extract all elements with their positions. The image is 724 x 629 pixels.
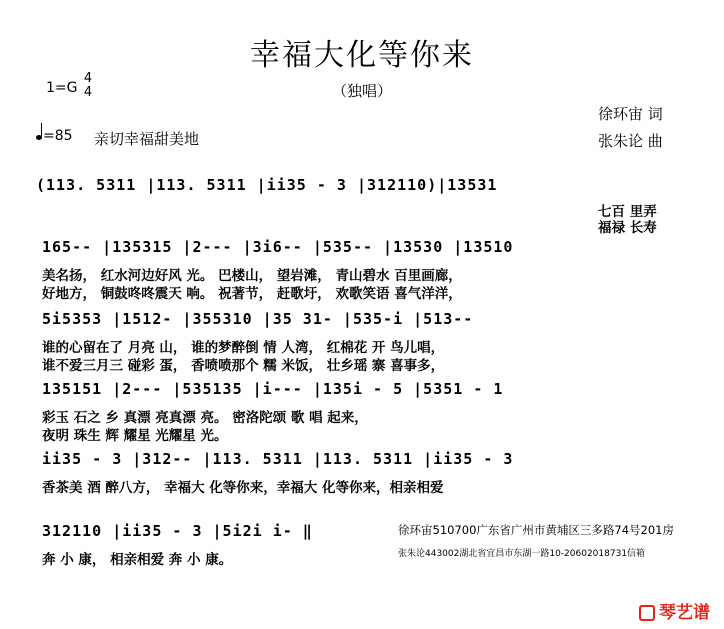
subtitle: （独唱） [331, 82, 392, 100]
staff-row-6: 312110 |ii35 - 3 |5i2i i- ‖ [42, 522, 313, 540]
footnote-composer-address: 张朱论443002湖北省宜昌市东湖一路10-20602018731信箱 [398, 549, 646, 559]
time-signature-top: 4 [83, 71, 93, 86]
lyrics-row-4-verse-1: 彩玉 石之 乡 真漂 亮真漂 亮。 密洛陀颂 歌 唱 起来， [42, 410, 368, 426]
logo-text: 琴艺谱 [659, 603, 710, 623]
staff-row-1: (113. 5311 |113. 5311 |ii35 - 3 |312110)|13531 [36, 176, 498, 194]
lyricist-credit: 徐环宙 词 [598, 105, 663, 123]
lyrics-row-3-verse-1: 谁的心留在了 月亮 山， 谁的梦醉倒 情 人湾， 红棉花 开 鸟儿唱， [42, 340, 445, 356]
staff-row-4: 135151 |2--- |535135 |i--- |135i - 5 |5351 - 1 [42, 380, 504, 398]
footnote-lyricist-address: 徐环宙510700广东省广州市黄埔区三多路74号201房 [398, 523, 674, 537]
time-signature-bottom: 4 [83, 85, 93, 100]
lyrics-row-2-verse-2: 好地方， 铜鼓咚咚震天 响。 祝著节， 赶歌圩， 欢歌笑语 喜气洋洋， [42, 286, 462, 302]
site-logo [639, 598, 710, 623]
lyrics-row-5-verse-1: 香茶美 酒 醉八方， 幸福大 化等你来，幸福大 化等你来，相亲相爱 [42, 480, 444, 496]
lyrics-row-3-verse-2: 谁不爱三月三 碰彩 蛋， 香喷喷那个 糯 米饭， 壮乡瑶 寨 喜事多， [42, 358, 445, 374]
lyrics-row-1-verse-2: 福禄 长寿 [598, 220, 657, 236]
lyrics-row-1-verse-1: 七百 里弄 [598, 204, 657, 220]
qin-logo-icon [639, 605, 655, 621]
expression-mark: 亲切幸福甜美地 [94, 130, 200, 148]
tempo-value: =85 [43, 128, 73, 144]
composer-credit: 张朱论 曲 [598, 132, 663, 150]
lyrics-row-4-verse-2: 夜明 珠生 辉 耀星 光耀星 光。 [42, 428, 228, 444]
lyrics-row-6-verse-1: 奔 小 康， 相亲相爱 奔 小 康。 [42, 552, 233, 568]
staff-row-3: 5i5353 |1512- |355310 |35 31- |535-i |513-- [42, 310, 474, 328]
key-signature: 1=G [46, 80, 78, 96]
page-title: 幸福大化等你来 [250, 38, 474, 73]
lyrics-row-2-verse-1: 美名扬， 红水河边好风 光。 巴楼山， 望岩滩， 青山碧水 百里画廊， [42, 268, 462, 284]
time-signature [83, 72, 93, 100]
staff-row-5: ii35 - 3 |312-- |113. 5311 |113. 5311 |ii35 - 3 [42, 450, 514, 468]
quarter-note-icon [36, 135, 42, 140]
tempo [36, 128, 73, 144]
staff-row-2: 165-- |135315 |2--- |3i6-- |535-- |13530 |13510 [42, 238, 514, 256]
